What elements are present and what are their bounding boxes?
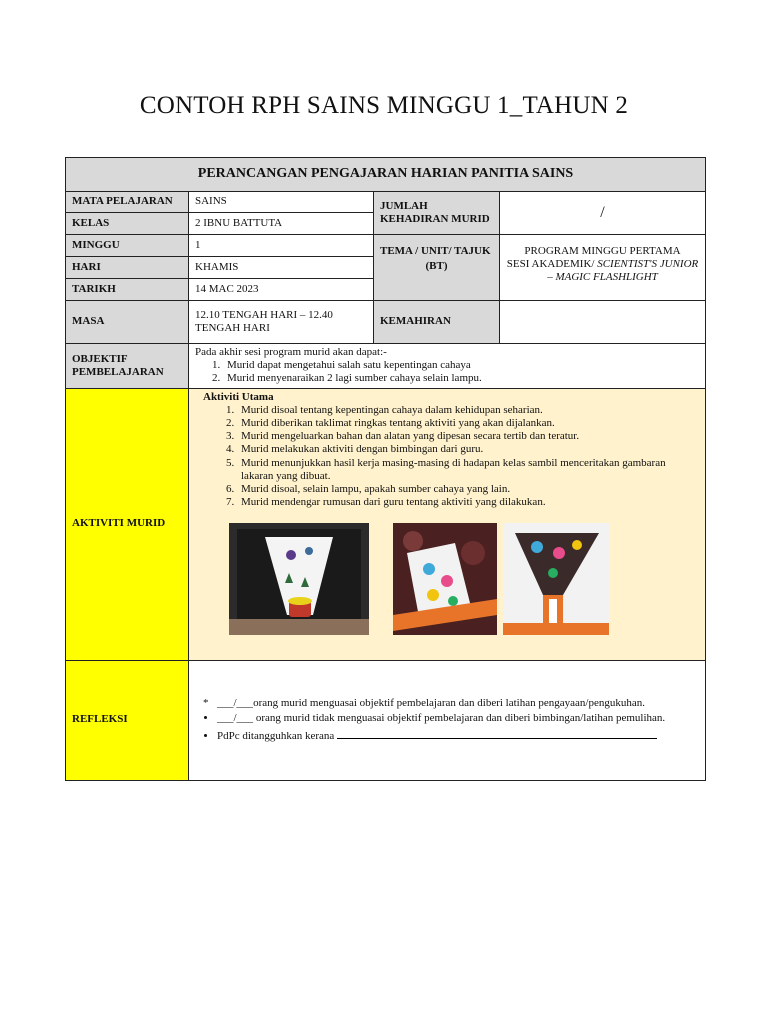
rph-table [65,157,706,781]
aktiviti-item: 6. Murid disoal, selain lampu, apakah sumber cahaya yang lain. [237,483,699,496]
objektif-item: 1. Murid dapat mengetahui salah satu kepentingan cahaya [223,359,699,372]
label-tema-bt: (BT) [425,260,448,273]
aktiviti-list [195,404,699,510]
value-mata-pelajaran: SAINS [189,192,374,213]
value-kemahiran [500,301,706,344]
refleksi-blank-line [337,728,657,739]
refleksi-blank-2: ___/___ [217,712,254,725]
refleksi-text-3: PdPc ditangguhkan kerana [217,729,338,742]
value-objektif [189,344,706,389]
value-kelas: 2 IBNU BATTUTA [189,213,374,235]
label-tarikh: TARIKH [66,279,189,301]
value-aktiviti [189,388,706,660]
value-masa: 12.10 TENGAH HARI – 12.40 TENGAH HARI [189,301,374,344]
tema-line1: PROGRAM MINGGU PERTAMA [524,245,681,257]
label-jumlah-kehadiran: JUMLAH KEHADIRAN MURID [374,192,500,235]
value-jumlah-kehadiran: / [500,192,706,235]
table-header: PERANCANGAN PENGAJARAN HARIAN PANITIA SAINS [66,158,706,192]
refleksi-list [195,697,699,743]
value-tarikh: 14 MAC 2023 [189,279,374,301]
label-masa: MASA [66,301,189,344]
label-mata-pelajaran: MATA PELAJARAN [66,192,189,213]
refleksi-text-1: orang murid menguasai objektif pembelajaran dan diberi latihan pengayaan/pengukuhan. [253,697,645,710]
aktiviti-item: 2. Murid diberikan taklimat ringkas tentang aktiviti yang akan dijalankan. [237,417,699,430]
aktiviti-item: 7. Murid mendengar rumusan dari guru tentang aktiviti yang dilakukan. [237,496,699,509]
tema-line2: SESI AKADEMIK/ [506,258,598,271]
refleksi-item-1: * ___/___orang murid menguasai objektif pembelajaran dan diberi latihan pengayaan/pengukuhan. [203,697,645,710]
objektif-list [195,359,699,385]
label-hari: HARI [66,257,189,279]
activity-photos [195,523,699,643]
label-minggu: MINGGU [66,235,189,257]
aktiviti-item: 4. Murid melakukan aktiviti dengan bimbingan dari guru. [237,443,699,456]
aktiviti-item: 1. Murid disoal tentang kepentingan cahaya dalam kehidupan seharian. [237,404,699,417]
value-minggu: 1 [189,235,374,257]
label-tema [374,235,500,301]
aktiviti-item: 3. Murid mengeluarkan bahan dan alatan yang dipesan secara tertib dan teratur. [237,430,699,443]
aktiviti-item: 5. Murid menunjukkan hasil kerja masing-masing di hadapan kelas sambil menceritakan gambaran lakaran yang dibuat. [237,457,699,483]
value-hari: KHAMIS [189,257,374,279]
objektif-item: 2. Murid menyenaraikan 2 lagi sumber cahaya selain lampu. [223,372,699,385]
label-objektif: OBJEKTIF PEMBELAJARAN [66,344,189,389]
aktiviti-heading: Aktiviti Utama [203,390,274,403]
document-title: CONTOH RPH SAINS MINGGU 1_TAHUN 2 [139,92,629,119]
objektif-intro: Pada akhir sesi program murid akan dapat:- [195,346,387,358]
label-tema-text: TEMA / UNIT/ TAJUK [380,245,491,257]
refleksi-text-2: orang murid tidak menguasai objektif pembelajaran dan diberi bimbingan/latihan pemulihan. [253,712,666,725]
activity-photo-monsters [393,523,497,635]
value-tema [500,235,706,301]
refleksi-blank-1: ___/___ [217,697,254,710]
value-refleksi [189,660,706,780]
label-kelas: KELAS [66,213,189,235]
label-refleksi: REFLEKSI [66,660,189,780]
refleksi-item-3 [217,728,699,743]
refleksi-item-2 [217,712,699,725]
activity-photo-flashlight-card [503,523,609,635]
label-kemahiran: KEMAHIRAN [374,301,500,344]
label-aktiviti: AKTIVITI MURID [66,388,189,660]
tema-italic: SCIENTIST'S JUNIOR – MAGIC FLASHLIGHT [547,258,699,284]
activity-photo-flashlight-drawing [229,523,369,635]
